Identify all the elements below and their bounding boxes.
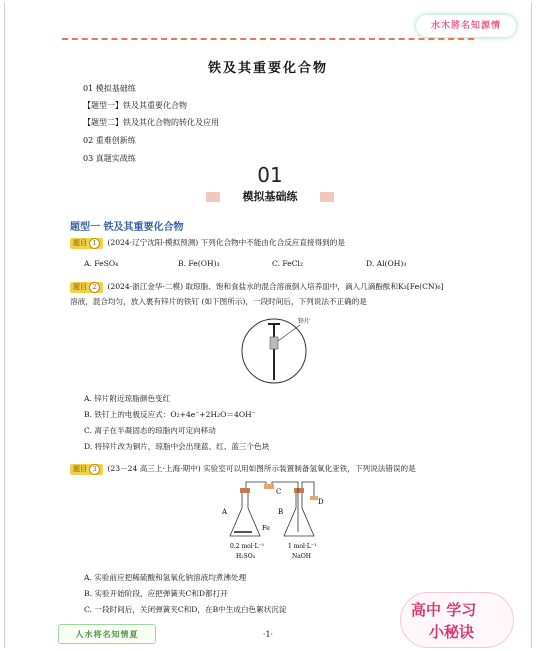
question-stem: (23－24 高三上·上海·期中) 实验室可以用如图所示装置制备氢氧化亚铁，下列说法错误的是 <box>107 464 416 473</box>
option-a[interactable]: A. FeSO₄ <box>84 259 119 268</box>
stopper-b <box>294 488 304 493</box>
page-title: 铁及其重要化合物 <box>207 61 328 76</box>
option-b[interactable]: B. Fe(OH)₃ <box>178 259 220 268</box>
q3-option-a[interactable]: A. 实验前应把稀硫酸和氢氧化钠溶液均煮沸处理 <box>84 573 247 582</box>
q2-option-a[interactable]: A. 锌片附近琼脂颜色变红 <box>84 394 171 403</box>
flask-b <box>284 492 314 536</box>
label-d: D <box>318 498 324 506</box>
toc-item[interactable]: 【题型一】铁及其重要化合物 <box>83 101 187 110</box>
label-c: C <box>276 488 282 496</box>
label-acid-conc: 0.2 mol·L⁻¹ <box>230 543 265 550</box>
header-divider <box>62 38 474 40</box>
question-stem: (2024·辽宁沈阳·模拟预测) 下列化合物中不能由化合反应直接得到的是 <box>107 238 345 247</box>
toc-item[interactable]: 02 重难创新练 <box>83 136 136 145</box>
question-2 <box>70 279 475 294</box>
question-stem: (2024·浙江金华·二模) 取琼脂、饱和食盐水的混合溶液倒入培养皿中，滴入几滴酚酞和K₃[Fe(CN)₆] <box>107 282 444 291</box>
tube-a <box>246 482 266 488</box>
topic-heading: 题型一 铁及其重要化合物 <box>70 222 184 233</box>
option-d[interactable]: D. Al(OH)₃ <box>366 259 407 268</box>
section-banner: 模拟基础练 <box>220 188 320 206</box>
question-tag: 题目 2 <box>70 282 103 293</box>
q2-option-c[interactable]: C. 离子在半凝固态的琼脂内可定向移动 <box>84 426 216 435</box>
q3-option-b[interactable]: B. 实验开始阶段，应把弹簧夹C和D都打开 <box>84 589 228 598</box>
label-acid: H₂SO₄ <box>236 553 256 560</box>
toc-item[interactable]: 01 模拟基础练 <box>83 84 136 93</box>
label-base: NaOH <box>292 553 311 560</box>
label-a: A <box>222 508 228 516</box>
label-fe: Fe <box>262 524 271 532</box>
fig-label-zinc: 锌片 <box>298 318 311 325</box>
flask-a <box>230 492 260 536</box>
zinc-sheet <box>270 337 278 349</box>
question-3 <box>70 461 475 476</box>
q2-option-d[interactable]: D. 将锌片改为铜片，琼脂中会出现蓝、红、蓝三个色块 <box>84 442 270 451</box>
header-brand-badge: 水木將名知源情 <box>416 15 516 37</box>
petri-dish-figure <box>238 313 328 385</box>
clamp-c <box>264 484 274 489</box>
label-b: B <box>278 508 284 516</box>
page-number: ·1· <box>262 630 274 639</box>
question-tag: 题目 1 <box>70 238 103 249</box>
label-base-conc: 1 mol·L⁻¹ <box>288 543 317 550</box>
question-tag: 题目 3 <box>70 464 103 475</box>
q2-option-b[interactable]: B. 铁钉上的电极反应式：O₂+4e⁻+2H₂O＝4OH⁻ <box>84 410 256 419</box>
clamp-d <box>310 496 318 500</box>
option-c[interactable]: C. FeCl₂ <box>272 259 303 268</box>
toc-item[interactable]: 03 真题实战练 <box>83 154 136 163</box>
question-1 <box>70 235 475 250</box>
stopper-a <box>240 488 250 493</box>
footer-brand-badge: 人水将名知情夏 <box>58 624 156 644</box>
section-number: 01 <box>257 163 283 187</box>
logo-stamp: 高中 学习 小秘诀 <box>400 592 514 648</box>
q1-options <box>84 259 484 268</box>
toc-item[interactable]: 【题型二】铁及其化合物的转化及应用 <box>83 118 219 127</box>
apparatus-figure <box>222 478 332 564</box>
question-stem-cont: 溶液，混合均匀，放入裹有锌片的铁钉 (如下图所示)，一段时间后，下列说法不正确的是 <box>70 297 367 306</box>
q3-option-c[interactable]: C. 一段时间后，关闭弹簧夹C和D，在B中生成白色絮状沉淀 <box>84 605 287 614</box>
